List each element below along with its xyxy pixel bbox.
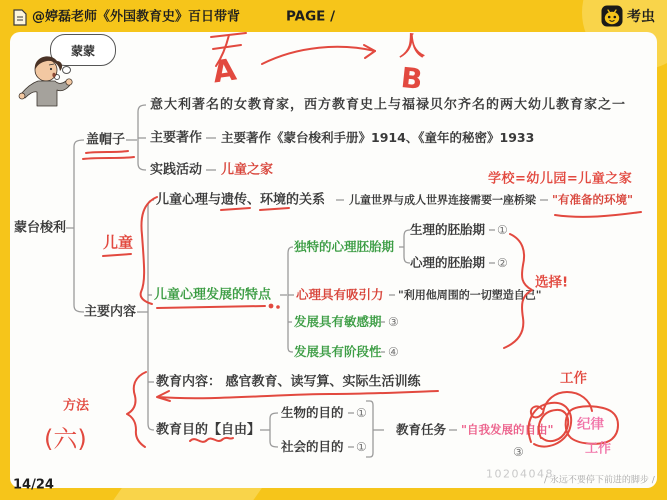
node-absorb: 心理具有吸引力 — [296, 286, 384, 302]
node-purpose: 教育目的【自由】 — [156, 422, 261, 438]
document-icon — [13, 9, 27, 26]
node-main: 主要内容 — [84, 304, 137, 320]
node-absorb-quote: "利用他周围的一切塑造自己" — [398, 288, 542, 302]
watermark: 10204048 — [486, 467, 554, 481]
num-psych: ② — [497, 256, 508, 270]
node-practice-value: 儿童之家 — [221, 162, 274, 178]
node-works-value: 主要著作《蒙台梭利手册》1914、《童年的秘密》1933 — [221, 129, 535, 145]
channel-title: @婷磊老师《外国教育史》百日带背 — [32, 9, 241, 25]
mark-letter-a: A — [210, 52, 239, 91]
note-discipline: 纪律 — [577, 416, 604, 433]
node-features: 儿童心理发展的特点 — [154, 287, 272, 303]
node-root: 蒙台梭利 — [14, 220, 67, 236]
node-relation-bridge: 儿童世界与成人世界连接需要一座桥梁 — [349, 193, 536, 207]
note-work-bottom: 工作 — [585, 441, 612, 457]
node-relation-env: "有准备的环境" — [552, 192, 633, 207]
note-work-top: 工作 — [560, 370, 587, 387]
arrow-top — [262, 45, 375, 64]
node-task-label: 教育任务 — [396, 421, 447, 437]
node-works-label: 主要著作 — [150, 130, 203, 146]
underline-features-arrow — [157, 304, 280, 309]
mark-letter-b: B — [399, 60, 425, 97]
node-content: 教育内容： 感官教育、读写算、实际生活训练 — [156, 374, 421, 390]
node-cap: 盖帽子 — [86, 132, 126, 148]
underline-content — [157, 391, 438, 401]
node-task-value: "自我发展的自由" — [461, 422, 554, 437]
page-indicator: 14/24 — [13, 477, 54, 493]
underline-purpose-wavy — [190, 438, 233, 442]
node-intro: 意大利著名的女教育家，西方教育史上与福禄贝尔齐名的两大幼儿教育家之一 — [150, 97, 627, 113]
node-sensitive: 发展具有敏感期 — [294, 313, 382, 329]
brace-left-child-psych — [141, 197, 157, 304]
brace-right-choose — [504, 234, 532, 348]
node-practice-label: 实践活动 — [150, 162, 203, 178]
page-label: PAGE / — [286, 8, 336, 25]
underline-child — [103, 254, 131, 256]
num-social: ① — [356, 440, 367, 454]
underline-heredity — [221, 208, 250, 210]
mark-ren: 人 — [399, 32, 426, 62]
underline-environment — [260, 208, 289, 210]
num-bio: ① — [356, 406, 367, 420]
node-relation: 儿童心理与遗传、环境的关系 — [156, 192, 326, 208]
node-purpose-social: 社会的目的 — [281, 438, 344, 454]
slogan: / 永远不要停下前进的脚步 / — [544, 475, 655, 486]
node-stages: 发展具有阶段性 — [294, 343, 382, 359]
num-sensitive: ③ — [388, 315, 399, 329]
num-stages: ④ — [388, 345, 399, 359]
node-embryo: 独特的心理胚胎期 — [294, 238, 395, 254]
num-task: ③ — [513, 445, 524, 459]
node-purpose-bio: 生物的目的 — [281, 404, 344, 420]
node-embryo-psych: 心理的胚胎期 — [410, 254, 486, 270]
brace-left-method — [127, 372, 146, 447]
note-child: 儿童 — [103, 233, 134, 252]
underline-prepared-env — [555, 212, 641, 217]
note-choose: 选择! — [535, 274, 569, 291]
note-method: 方法 — [63, 398, 90, 414]
num-physio: ① — [497, 223, 508, 237]
kaochong-bug-icon — [601, 5, 623, 27]
underline-cap — [83, 151, 134, 159]
brand-name: 考虫 — [627, 9, 655, 25]
node-embryo-physio: 生理的胚胎期 — [410, 221, 486, 237]
note-school-equation: 学校=幼儿园=儿童之家 — [488, 171, 633, 187]
thought-bubble-text: 蒙蒙 — [70, 43, 95, 58]
note-method-number: (六) — [44, 425, 87, 453]
